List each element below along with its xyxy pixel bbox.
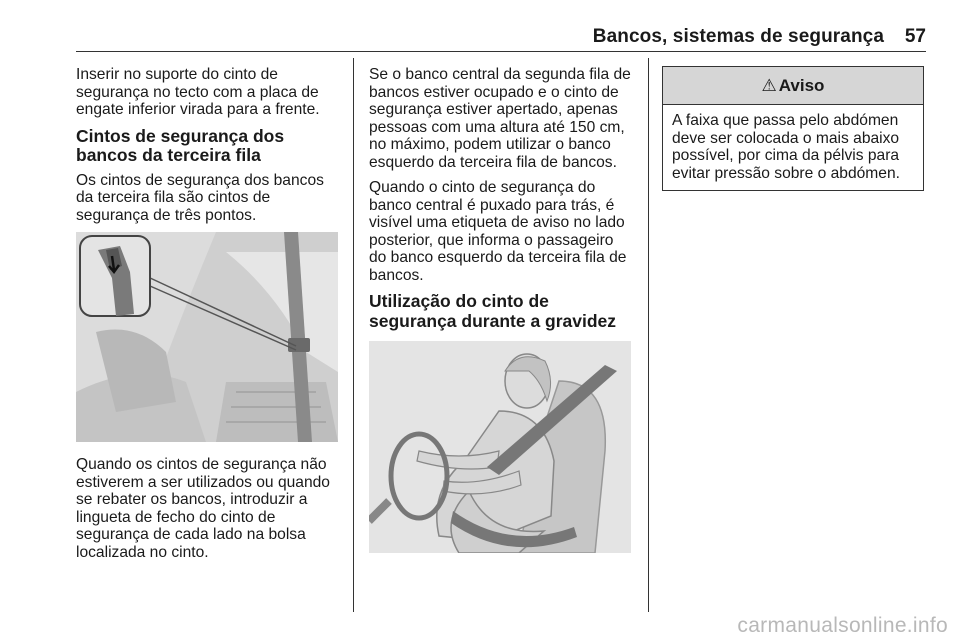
page-header-title: Bancos, sistemas de segurança [592, 26, 884, 47]
warning-label-paragraph: Quando o cinto de segurança do banco central é puxado para trás, é visível uma etiqueta de aviso no lado posterior, que informa o passageiro do banco esquerdo da terceira fila de bancos. [369, 179, 627, 284]
warning-body [663, 105, 923, 182]
header-rule [76, 51, 926, 52]
column-1 [76, 66, 342, 569]
section-heading-pregnancy: Utilização do cinto de segurança durante a gravidez [369, 291, 617, 331]
warning-title: Aviso [778, 75, 825, 95]
seatbelt-third-row-illustration [76, 232, 338, 442]
third-row-paragraph: Os cintos de segurança dos bancos da terceira fila são cintos de segurança de três pontos. [76, 171, 324, 224]
middle-seat-paragraph: Se o banco central da segunda fila de bancos estiver ocupado e o cinto de segurança estiver apertado, apenas pessoas com uma altura até 150 cm, no máximo, podem utilizar o banco esquerdo da terceira fila de bancos. [369, 66, 631, 171]
column-divider-1 [353, 58, 354, 612]
warning-triangle-icon: ⚠ [761, 75, 777, 95]
pregnancy-seatbelt-illustration [369, 341, 631, 553]
warning-header [663, 67, 923, 105]
warning-text: A faixa que passa pelo abdómen deve ser colocada o mais abaixo possível, por cima da pélvis para evitar pressão sobre o abdómen. [672, 112, 900, 182]
intro-paragraph: Inserir no suporte do cinto de segurança no tecto com a placa de engate inferior virada para a frente. [76, 66, 320, 118]
watermark-text: carmanualsonline.info [737, 614, 948, 637]
page-number: 57 [904, 26, 926, 47]
section-heading-third-row: Cintos de segurança dos bancos da terceira fila [76, 125, 285, 165]
warning-box [662, 66, 924, 191]
column-2 [369, 66, 635, 567]
column-divider-2 [648, 58, 649, 612]
stowage-paragraph: Quando os cintos de segurança não estiverem a ser utilizados ou quando se rebater os bancos, introduzir a lingueta de fecho do cinto de segurança de cada lado na bolsa localizada no cinto. [76, 456, 330, 561]
